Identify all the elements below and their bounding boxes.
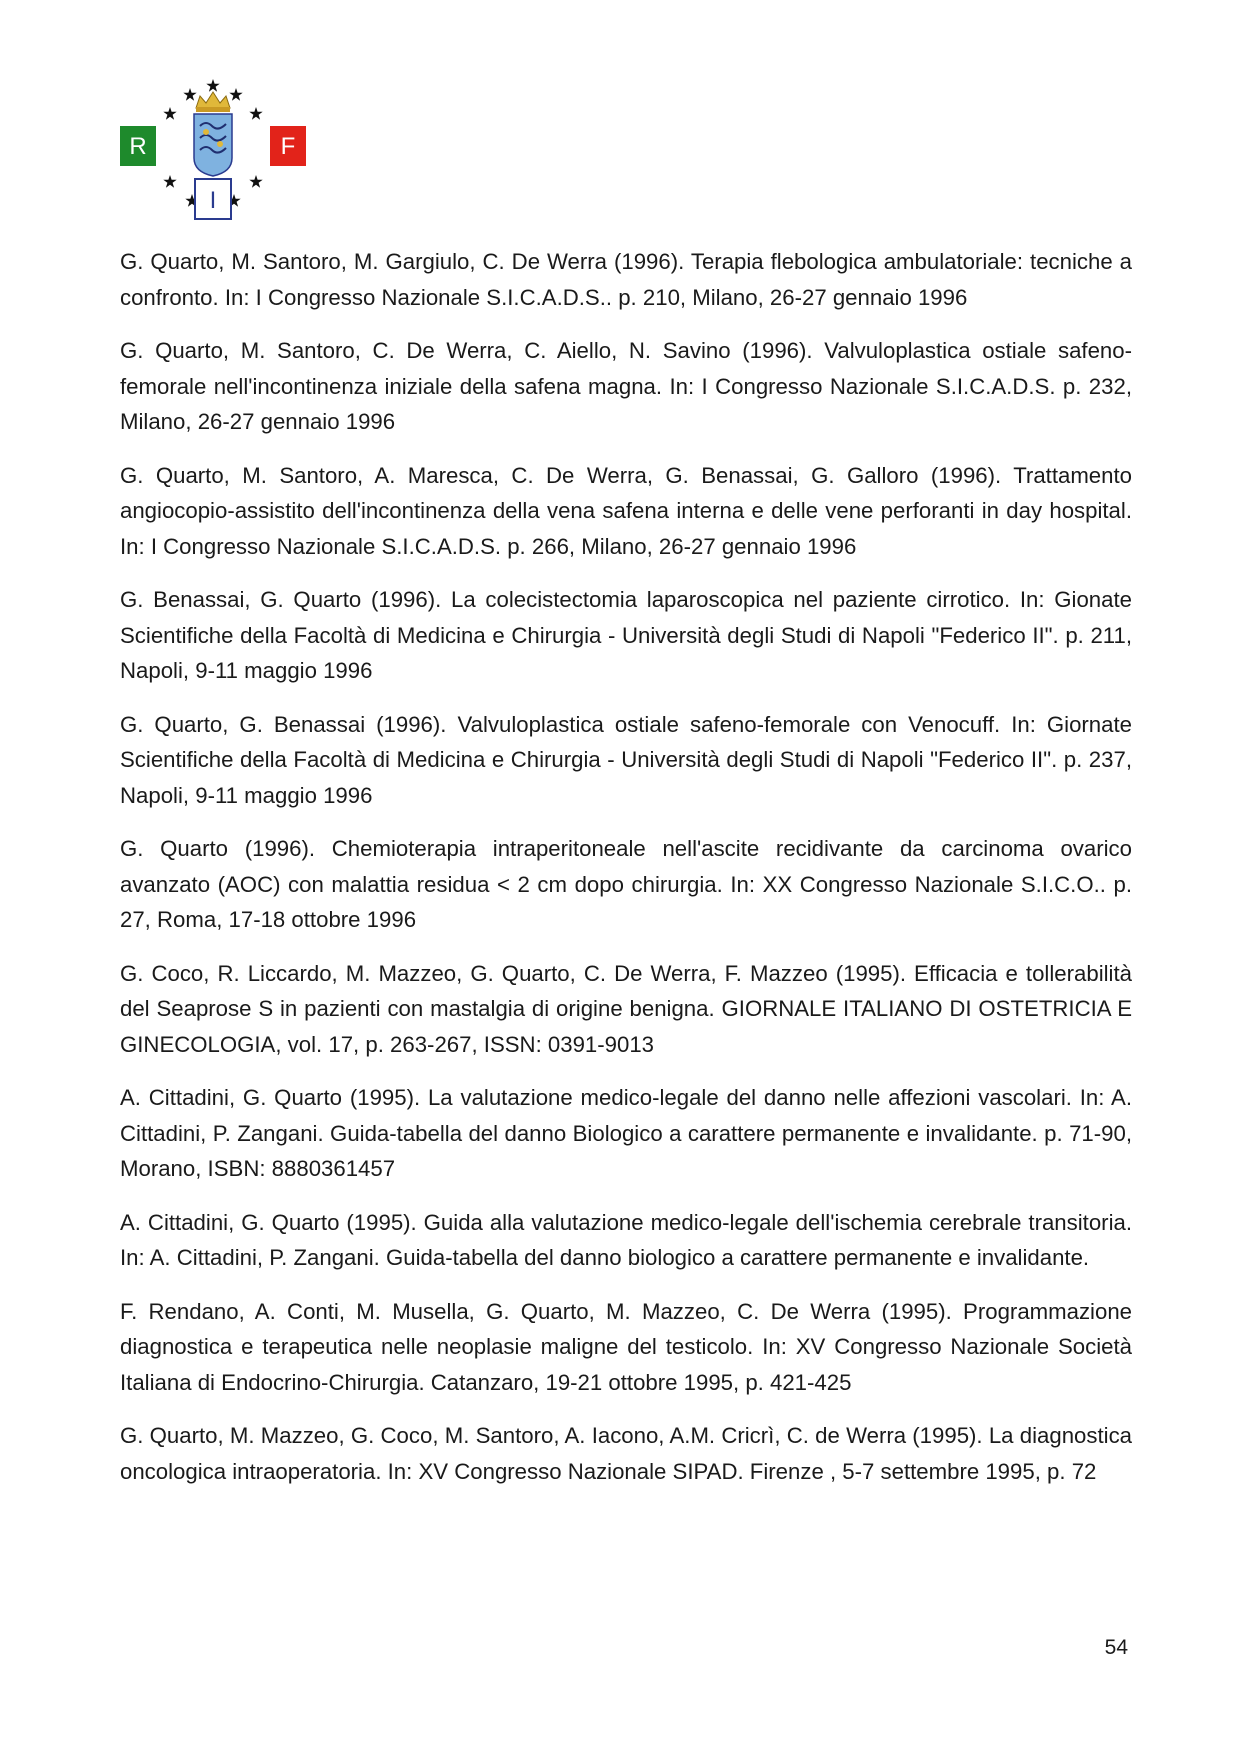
bibliography-entry: G. Quarto, M. Santoro, M. Gargiulo, C. De Werra (1996). Terapia flebologica ambulatoriale: tecniche a confronto. In: I Congresso Nazionale S.I.C.A.D.S.. p. 210, Milano, 26-27 gennaio 1996 [120,249,1132,310]
bibliography-entry: F. Rendano, A. Conti, M. Musella, G. Quarto, M. Mazzeo, C. De Werra (1995). Programmazione diagnostica e terapeutica nelle neoplasie maligne del testicolo. In: XV Congresso Nazionale Società Italiana di Endocrino-Chirurgia. Catanzaro, 19-21 ottobre 1995, p. 421-425 [120,1298,1132,1395]
page-number: 54 [1104,1636,1128,1659]
bibliography-entry: G. Quarto, M. Mazzeo, G. Coco, M. Santoro, A. Iacono, A.M. Cricrì, C. de Werra (1995). La diagnostica oncologica intraoperatoria. In: XV Congresso Nazionale SIPAD. Firenze , 5-7 settembre 1995, p. 72 [120,1423,1132,1484]
bibliography-entry: G. Quarto, M. Santoro, C. De Werra, C. Aiello, N. Savino (1996). Valvuloplastica ostiale safeno-femorale nell'incontinenza iniziale della safena magna. In: I Congresso Nazionale S.I.C.A.D.S. p. 232, Milano, 26-27 gennaio 1996 [120,338,1132,434]
bibliography-entry: A. Cittadini, G. Quarto (1995). La valutazione medico-legale del danno nelle affezioni vascolari. In: A. Cittadini, P. Zangani. Guida-tabella del danno Biologico a carattere permanente e invalidante. p. 71-90, Morano, ISBN: 8880361457 [120,1085,1132,1181]
bibliography-entry: G. Quarto (1996). Chemioterapia intraperitoneale nell'ascite recidivante da carcinoma ovarico avanzato (AOC) con malattia residua < 2 cm dopo chirurgia. In: XX Congresso Nazionale S.I.C.O.. p. 27, Roma, 17-18 ottobre 1996 [120,836,1132,932]
bibliography-entry: G. Benassai, G. Quarto (1996). La colecistectomia laparoscopica nel paziente cirrotico. In: Gionate Scientifiche della Facoltà di Medicina e Chirurgia - Università degli Studi di Napoli "Federico II". p. 211, Napoli, 9-11 maggio 1996 [120,587,1132,683]
rfi-logo [118,78,318,238]
bibliography-list [120,244,1132,1507]
bibliography-entry: G. Quarto, G. Benassai (1996). Valvuloplastica ostiale safeno-femorale con Venocuff. In: Giornate Scientifiche della Facoltà di Medicina e Chirurgia - Università degli Studi di Napoli "Federico II". p. 237, Napoli, 9-11 maggio 1996 [120,711,1132,808]
crown-icon [196,92,230,112]
bibliography-entry: G. Quarto, M. Santoro, A. Maresca, C. De Werra, G. Benassai, G. Galloro (1996). Trattamento angiocopio-assistito dell'incontinenza della vena safena interna e delle vene perforanti in day hospital. In: I Congresso Nazionale S.I.C.A.D.S. p. 266, Milano, 26-27 gennaio 1996 [120,462,1132,559]
logo-letter-i: I [209,187,217,214]
shield-icon [194,114,232,176]
bibliography-entry: A. Cittadini, G. Quarto (1995). Guida alla valutazione medico-legale dell'ischemia cerebrale transitoria. In: A. Cittadini, P. Zangani. Guida-tabella del danno biologico a carattere permanente e invalidante. [120,1209,1132,1270]
logo-letter-f: F [280,133,296,160]
bibliography-entry: G. Coco, R. Liccardo, M. Mazzeo, G. Quarto, C. De Werra, F. Mazzeo (1995). Efficacia e tollerabilità del Seaprose S in pazienti con mastalgia di origine benigna. GIORNALE ITALIANO DI OSTETRICIA E GINECOLOGIA, vol. 17, p. 263-267, ISSN: 0391-9013 [120,960,1132,1057]
logo-letter-r: R [129,133,147,160]
